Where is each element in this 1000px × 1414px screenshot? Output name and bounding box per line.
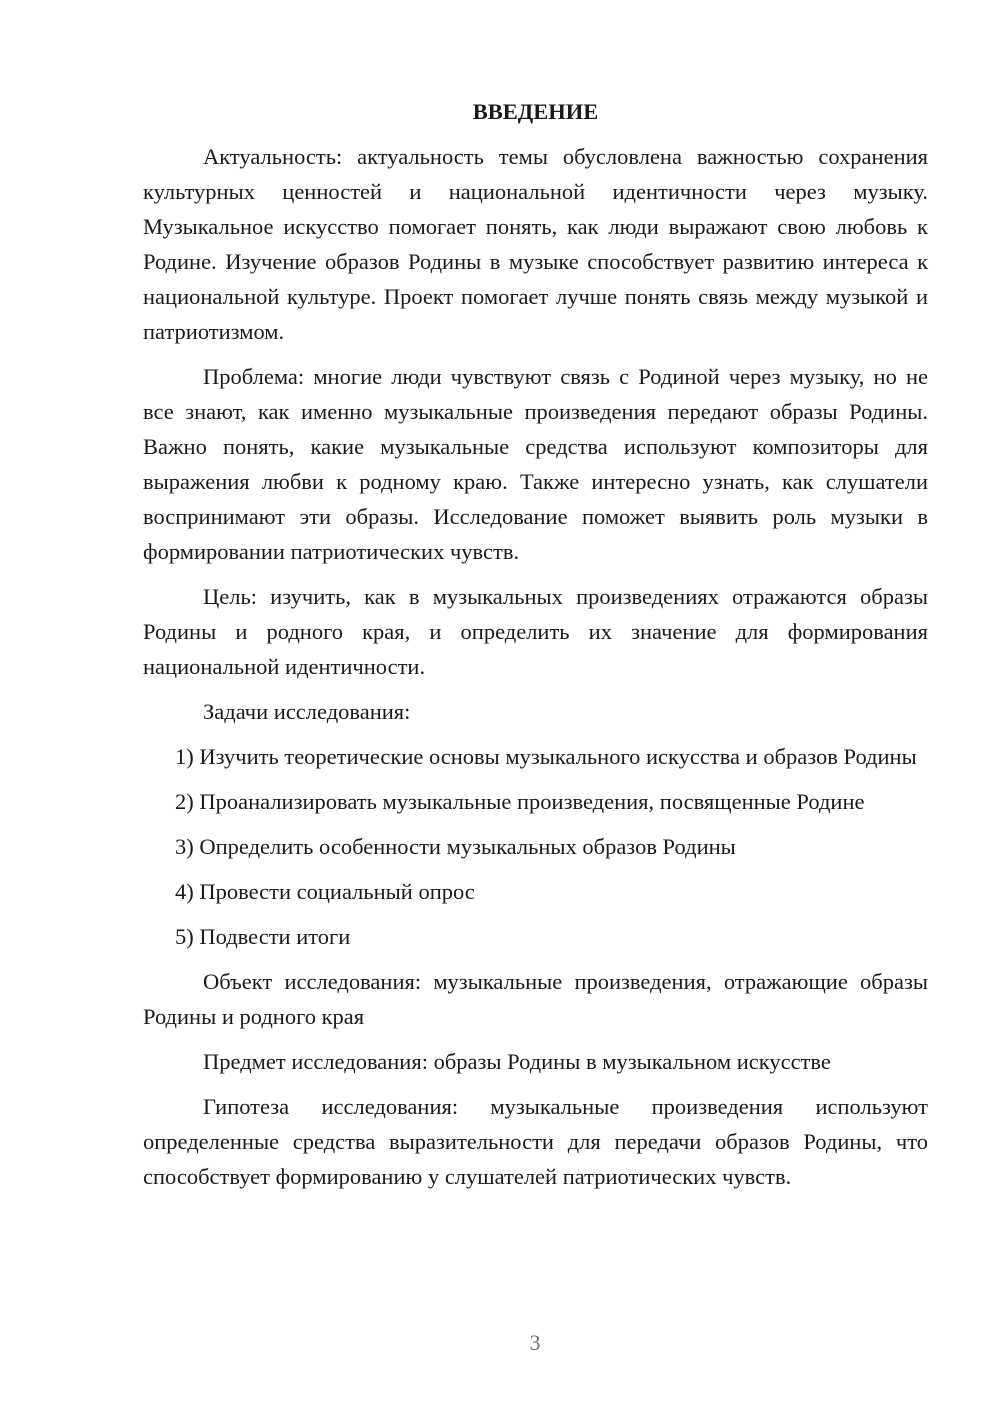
task-item-1: 1) Изучить теоретические основы музыкального искусства и образов Родины — [175, 744, 917, 769]
tasks-list — [143, 739, 928, 954]
object-paragraph: Объект исследования: музыкальные произведения, отражающие образы Родины и родного края — [143, 969, 928, 1029]
hypothesis-paragraph: Гипотеза исследования: музыкальные произведения используют определенные средства выразительности для передачи образов Родины, что способствует формированию у слушателей патриотических чувств. — [143, 1094, 928, 1189]
section-heading: ВВЕДЕНИЕ — [472, 99, 599, 124]
task-item-5: 5) Подвести итоги — [175, 924, 351, 949]
relevance-paragraph: Актуальность: актуальность темы обусловлена важностью сохранения культурных ценностей и национальной идентичности через музыку. Музыкальное искусство помогает понять, как люди выражают свою любовь к Родине. Изучение образов Родины в музыке способствует развитию интереса к национальной культуре. Проект помогает лучше понять связь между музыкой и патриотизмом. — [143, 144, 928, 344]
task-item-3: 3) Определить особенности музыкальных образов Родины — [175, 834, 736, 859]
goal-paragraph: Цель: изучить, как в музыкальных произведениях отражаются образы Родины и родного края, и определить их значение для формирования национальной идентичности. — [143, 584, 928, 679]
page-content — [143, 94, 928, 1204]
subject-paragraph: Предмет исследования: образы Родины в музыкальном искусстве — [203, 1049, 831, 1074]
task-item-2: 2) Проанализировать музыкальные произведения, посвященные Родине — [175, 789, 865, 814]
page-number: 3 — [529, 1330, 541, 1355]
task-item-4: 4) Провести социальный опрос — [175, 879, 475, 904]
problem-paragraph: Проблема: многие люди чувствуют связь с Родиной через музыку, но не все знают, как именно музыкальные произведения передают образы Родины. Важно понять, какие музыкальные средства используют композиторы для выражения любви к родному краю. Также интересно узнать, как слушатели воспринимают эти образы. Исследование поможет выявить роль музыки в формировании патриотических чувств. — [143, 364, 928, 564]
tasks-title: Задачи исследования: — [203, 699, 411, 724]
